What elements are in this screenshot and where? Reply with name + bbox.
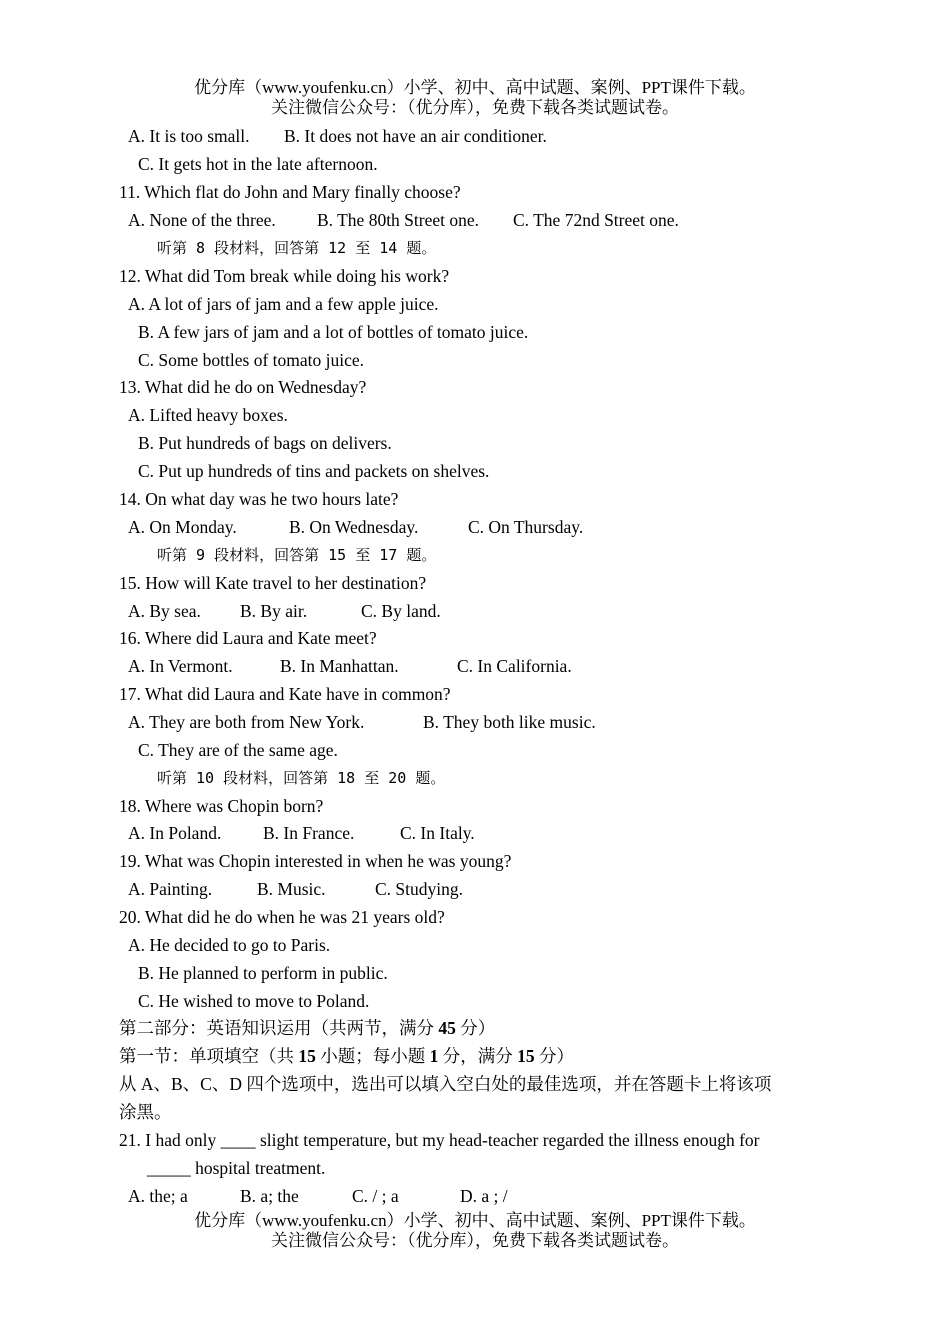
q17-options-row [128,711,828,733]
q14-option-a: A. On Monday. [128,517,237,537]
part-2-heading-post: 分） [460,1018,496,1038]
q17-stem: 17. What did Laura and Kate have in common? [119,684,451,704]
section-1-total: 15 [517,1046,535,1066]
q13-option-c: C. Put up hundreds of tins and packets on shelves. [138,461,490,481]
q20-option-b: B. He planned to perform in public. [138,963,388,983]
header-line-2: 关注微信公众号：（优分库），免费下载各类试题试卷。 [271,98,679,117]
q10-option-b: B. It does not have an air conditioner. [284,126,547,146]
q12-option-b: B. A few jars of jam and a lot of bottles of tomato juice. [138,322,529,342]
footer-line-2: 关注微信公众号：（优分库），免费下载各类试题试卷。 [271,1231,679,1250]
q12-stem: 12. What did Tom break while doing his work? [119,266,450,286]
q16-option-c: C. In California. [457,656,572,676]
q19-option-b: B. Music. [257,879,326,899]
q21-stem-line-2: _____ hospital treatment. [147,1158,326,1178]
q20-option-c: C. He wished to move to Poland. [138,991,370,1011]
q14-option-c: C. On Thursday. [468,517,584,537]
q13-option-b: B. Put hundreds of bags on delivers. [138,433,392,453]
q21-stem-line-1: 21. I had only ____ slight temperature, but my head-teacher regarded the illness enough for [119,1130,760,1150]
section-1-each: 1 [429,1046,439,1066]
q16-options-row [128,655,828,677]
q19-option-a: A. Painting. [128,879,213,899]
q15-options-row [128,600,828,622]
q14-stem: 14. On what day was he two hours late? [119,489,399,509]
q11-stem: 11. Which flat do John and Mary finally choose? [119,182,461,202]
section-1-post: 分） [539,1046,574,1066]
part-2-score: 45 [438,1018,456,1038]
instruction-line-1: 从 A、B、C、D 四个选项中，选出可以填入空白处的最佳选项，并在答题卡上将该项 [119,1074,772,1094]
q10-option-c: C. It gets hot in the late afternoon. [138,154,378,174]
q18-option-b: B. In France. [263,823,355,843]
part-2-heading [119,1017,495,1039]
q13-stem: 13. What did he do on Wednesday? [119,377,367,397]
part-2-section-1-heading [119,1045,574,1067]
header-line-1: 优分库（www.youfenku.cn）小学、初中、高中试题、案例、PPT课件下载。 [194,78,756,97]
q12-option-a: A. A lot of jars of jam and a few apple juice. [128,294,439,314]
q21-option-d: D. a ; / [460,1186,508,1206]
q19-options-row [128,878,828,900]
q18-option-a: A. In Poland. [128,823,222,843]
q10-options-row [128,125,828,147]
q21-option-b: B. a; the [240,1186,299,1206]
q11-option-a: A. None of the three. [128,210,276,230]
section-1-mid1: 小题；每小题 [320,1046,426,1066]
q20-option-a: A. He decided to go to Paris. [128,935,331,955]
q19-option-c: C. Studying. [375,879,464,899]
q14-options-row [128,516,828,538]
section-8-heading: 听第 8 段材料，回答第 12 至 14 题。 [157,239,437,257]
q18-option-c: C. In Italy. [400,823,475,843]
q12-option-c: C. Some bottles of tomato juice. [138,350,365,370]
q16-option-b: B. In Manhattan. [280,656,399,676]
q13-option-a: A. Lifted heavy boxes. [128,405,288,425]
q15-option-a: A. By sea. [128,601,201,621]
q16-option-a: A. In Vermont. [128,656,233,676]
q17-option-a: A. They are both from New York. [128,712,365,732]
q21-option-a: A. the; a [128,1186,188,1206]
q20-stem: 20. What did he do when he was 21 years old? [119,907,445,927]
q11-option-b: B. The 80th Street one. [317,210,480,230]
q21-option-c: C. / ; a [352,1186,399,1206]
instruction-line-2: 涂黑。 [119,1102,172,1122]
section-1-pre: 第一节：单项填空（共 [119,1046,294,1066]
q16-stem: 16. Where did Laura and Kate meet? [119,628,377,648]
footer-line-1: 优分库（www.youfenku.cn）小学、初中、高中试题、案例、PPT课件下载。 [194,1211,756,1230]
q15-option-c: C. By land. [361,601,441,621]
section-1-count: 15 [298,1046,316,1066]
q18-options-row [128,822,828,844]
section-1-mid2: 分，满分 [442,1046,513,1066]
q21-options-row [128,1185,828,1207]
q17-option-b: B. They both like music. [423,712,596,732]
section-9-heading: 听第 9 段材料，回答第 15 至 17 题。 [157,546,437,564]
q17-option-c: C. They are of the same age. [138,740,338,760]
q18-stem: 18. Where was Chopin born? [119,796,324,816]
part-2-heading-pre: 第二部分：英语知识运用（共两节，满分 [119,1018,434,1038]
q15-option-b: B. By air. [240,601,308,621]
q11-option-c: C. The 72nd Street one. [513,210,679,230]
q15-stem: 15. How will Kate travel to her destination? [119,573,427,593]
q11-options-row [128,209,828,231]
q10-option-a: A. It is too small. [128,126,250,146]
q19-stem: 19. What was Chopin interested in when he was young? [119,851,512,871]
section-10-heading: 听第 10 段材料，回答第 18 至 20 题。 [157,769,446,787]
q14-option-b: B. On Wednesday. [289,517,419,537]
